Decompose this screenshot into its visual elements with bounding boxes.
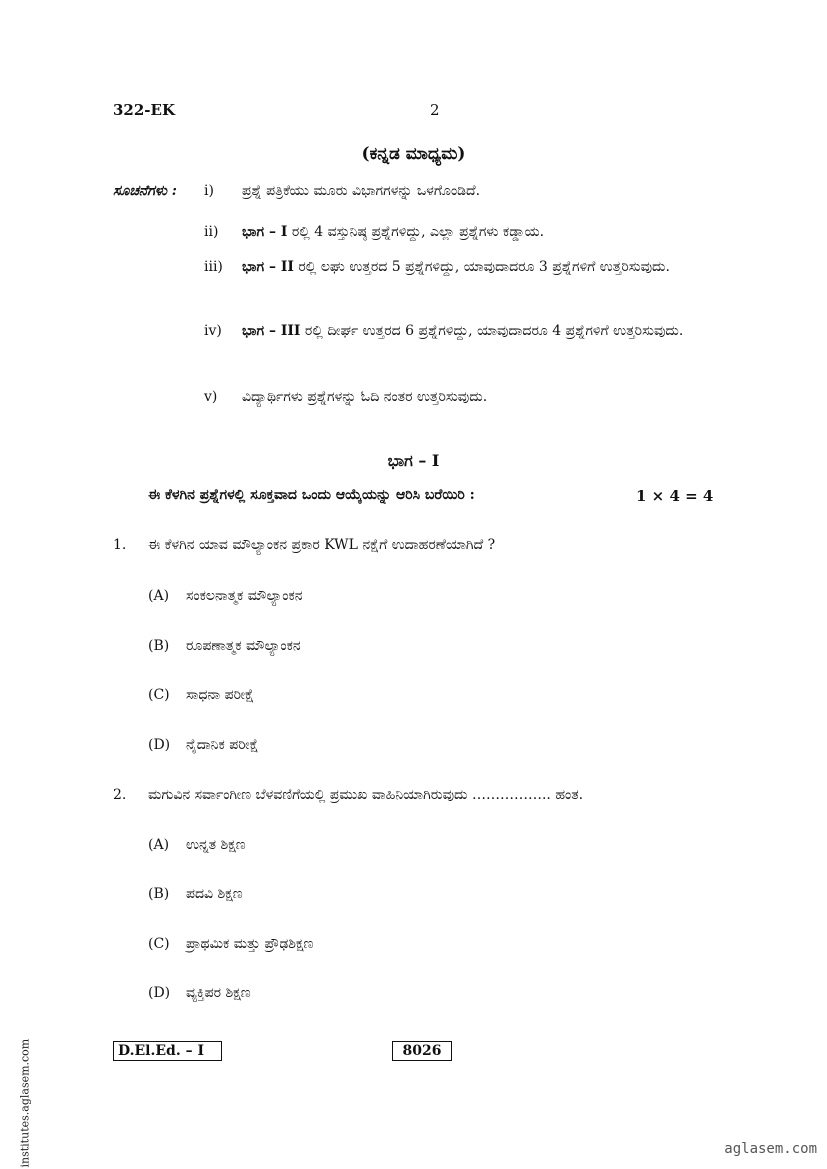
- instruction-text: [242, 251, 717, 284]
- instruction-text: [242, 381, 717, 414]
- option-text: ಪದವಿ ಶಿಕ್ಷಣ: [186, 886, 243, 902]
- question-number: 2.: [113, 787, 127, 803]
- instruction-bold: ಭಾಗ – I: [242, 224, 288, 240]
- option-label: (C): [148, 936, 170, 952]
- instruction-body: ಪ್ರಶ್ನೆ ಪತ್ರಿಕೆಯು ಮೂರು ವಿಭಾಗಗಳನ್ನು ಒಳಗೊಂಡಿದೆ.: [242, 183, 481, 199]
- option-label: (A): [148, 588, 170, 604]
- question-number: 1.: [113, 537, 127, 553]
- option-label: (A): [148, 837, 170, 853]
- question-text: ಮಗುವಿನ ಸರ್ವಾಂಗೀಣ ಬೆಳವಣಿಗೆಯಲ್ಲಿ ಪ್ರಮುಖ ವಾಹಿನಿಯಾಗಿರುವುದು …………….. ಹಂತ.: [148, 787, 584, 803]
- instruction-text: [242, 315, 717, 348]
- site-watermark: aglasem.com: [724, 1141, 817, 1157]
- option: [148, 886, 243, 902]
- footer-course: D.El.Ed. – I: [113, 1041, 222, 1061]
- instruction-num: ii): [204, 224, 219, 240]
- option: [148, 638, 301, 654]
- instruction-bold: ಭಾಗ – II: [242, 259, 294, 275]
- instruction-num: iii): [204, 259, 223, 275]
- instruction-num: iv): [204, 323, 222, 339]
- section-title: ಭಾಗ – I: [387, 451, 440, 470]
- instruction-body: ವಿದ್ಯಾರ್ಥಿಗಳು ಪ್ರಶ್ನೆಗಳನ್ನು ಓದಿ ನಂತರ ಉತ್ತರಿಸುವುದು.: [242, 389, 488, 405]
- option-text: ಪ್ರಾಥಮಿಕ ಮತ್ತು ಪ್ರೌಢಶಿಕ್ಷಣ: [186, 936, 314, 952]
- option: [148, 687, 254, 703]
- option-label: (B): [148, 886, 170, 902]
- option-text: ವ್ಯಕ್ತಿಪರ ಶಿಕ್ಷಣ: [186, 985, 251, 1001]
- side-watermark: institutes.aglasem.com: [18, 1038, 32, 1168]
- instruction-body: ರಲ್ಲಿ ಲಘು ಉತ್ತರದ 5 ಪ್ರಶ್ನೆಗಳಿದ್ದು, ಯಾವುದಾದರೂ 3 ಪ್ರಶ್ನೆಗಳಿಗೆ ಉತ್ತರಿಸುವುದು.: [293, 259, 670, 275]
- instruction-num: v): [204, 389, 218, 405]
- option: [148, 737, 259, 753]
- instruction-body: ರಲ್ಲಿ 4 ವಸ್ತುನಿಷ್ಠ ಪ್ರಶ್ನೆಗಳಿದ್ದು, ಎಲ್ಲಾ ಪ್ರಶ್ನೆಗಳು ಕಡ್ಡಾಯ.: [287, 224, 545, 240]
- footer-code: 8026: [392, 1041, 452, 1061]
- option-text: ರೂಪಣಾತ್ಮಕ ಮೌಲ್ಯಾಂಕನ: [186, 638, 301, 654]
- instruction-body: ರಲ್ಲಿ ದೀರ್ಘ ಉತ್ತರದ 6 ಪ್ರಶ್ನೆಗಳಿದ್ದು, ಯಾವುದಾದರೂ 4 ಪ್ರಶ್ನೆಗಳಿಗೆ ಉತ್ತರಿಸುವುದು.: [300, 323, 684, 339]
- section-marks: 1 × 4 = 4: [636, 487, 714, 505]
- option: [148, 936, 313, 952]
- question-text: ಈ ಕೆಳಗಿನ ಯಾವ ಮೌಲ್ಯಾಂಕನ ಪ್ರಕಾರ KWL ನಕ್ಷೆಗೆ ಉದಾಹರಣೆಯಾಗಿದೆ ?: [148, 537, 496, 553]
- section-instruction: ಈ ಕೆಳಗಿನ ಪ್ರಶ್ನೆಗಳಲ್ಲಿ ಸೂಕ್ತವಾದ ಒಂದು ಆಯ್ಕೆಯನ್ನು ಆರಿಸಿ ಬರೆಯಿರಿ :: [148, 487, 475, 503]
- option-label: (B): [148, 638, 170, 654]
- instruction-text: [242, 175, 717, 208]
- option-text: ಉನ್ನತ ಶಿಕ್ಷಣ: [186, 837, 246, 853]
- option-label: (D): [148, 985, 171, 1001]
- instruction-num: i): [204, 183, 214, 199]
- option: [148, 837, 246, 853]
- option-text: ಸಂಕಲನಾತ್ಮಕ ಮೌಲ್ಯಾಂಕನ: [186, 588, 303, 604]
- option: [148, 985, 251, 1001]
- page-number: 2: [430, 101, 440, 119]
- option-label: (C): [148, 687, 170, 703]
- instructions-label: ಸೂಚನೆಗಳು :: [113, 183, 177, 199]
- option-text: ಸಾಧನಾ ಪರೀಕ್ಷೆ: [186, 687, 255, 703]
- instruction-bold: ಭಾಗ – III: [242, 323, 301, 339]
- paper-code: 322-EK: [113, 101, 176, 119]
- option-label: (D): [148, 737, 171, 753]
- medium-title: (ಕನ್ನಡ ಮಾಧ್ಯಮ): [361, 144, 466, 164]
- instruction-text: [242, 216, 717, 249]
- option-text: ನೈದಾನಿಕ ಪರೀಕ್ಷೆ: [186, 737, 259, 753]
- option: [148, 588, 303, 604]
